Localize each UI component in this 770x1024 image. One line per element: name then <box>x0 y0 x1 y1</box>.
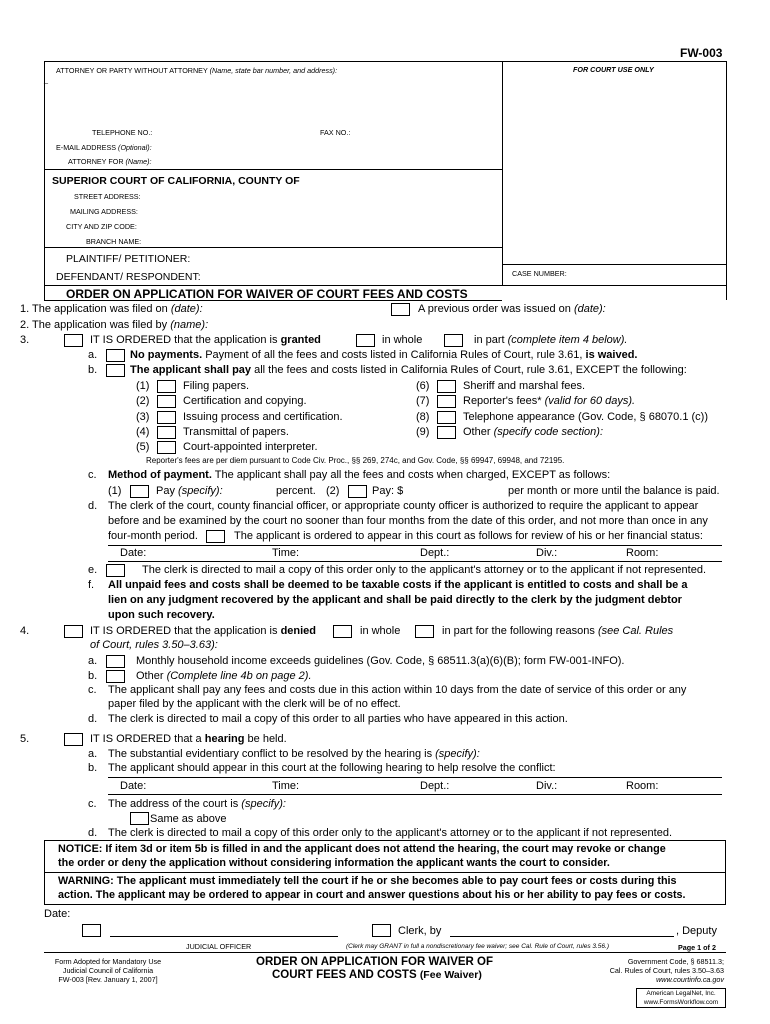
granted-part-checkbox[interactable] <box>444 334 463 347</box>
previous-order-text: A previous order was issued on (date): <box>418 303 606 315</box>
income-checkbox[interactable] <box>106 655 125 668</box>
branch-label: BRANCH NAME: <box>86 237 142 246</box>
hearing-room-label: Room: <box>626 780 659 792</box>
footer-gov-code: Government Code, § 68511.3; <box>627 957 724 966</box>
fee-4-label: Transmittal of papers. <box>183 426 289 438</box>
granted-checkbox[interactable] <box>64 334 83 347</box>
item-5a-text: The substantial evidentiary conflict to be resolved by the hearing is (specify): <box>108 748 480 760</box>
item-3d-line-1: The clerk of the court, county financial officer, or appropriate county officer is authorized to require the applicant to appear <box>108 500 699 512</box>
item-5b-letter: b. <box>88 762 98 774</box>
fee-7-checkbox[interactable] <box>437 395 456 408</box>
item-2-text: 2. The application was filed by (name): <box>20 319 209 331</box>
item-4d-letter: d. <box>88 713 98 725</box>
denied-checkbox[interactable] <box>64 625 83 638</box>
item-3e-text: The clerk is directed to mail a copy of this order only to the applicant's attorney or to the applicant if not represented. <box>142 564 707 576</box>
item-3a-text: No payments. Payment of all the fees and costs listed in California Rules of Court, rule 3.61, is waived. <box>130 349 638 361</box>
item-3f-line-1: All unpaid fees and costs shall be deemed to be taxable costs if the applicant is entitled to costs and shall be a <box>108 579 688 591</box>
fee-5-checkbox[interactable] <box>157 441 176 454</box>
footer-rules: Cal. Rules of Court, rules 3.50–3.63 <box>609 966 724 975</box>
item-3b-letter: b. <box>88 364 98 376</box>
fee-1-number: (1) <box>136 380 150 392</box>
clerk-checkbox[interactable] <box>372 924 391 937</box>
hearing-time-label: Time: <box>272 780 300 792</box>
item-4c-letter: c. <box>88 684 97 696</box>
warning-line-2: action. The applicant may be ordered to appear in court and answer questions about his or her ability to pay fees or costs. <box>58 889 686 901</box>
fee-5-label: Court-appointed interpreter. <box>183 441 318 453</box>
item-4-text: IT IS ORDERED that the application is denied <box>90 625 317 637</box>
bar-mark: _ <box>44 75 48 84</box>
item-3f-letter: f. <box>88 579 95 591</box>
item-3b-text: The applicant shall pay all the fees and costs listed in California Rules of Court, rule 3.61, EXCEPT the following: <box>130 364 687 376</box>
c2-rest: per month or more until the balance is paid. <box>508 485 720 497</box>
fee-8-label: Telephone appearance (Gov. Code, § 68070.1 (c)) <box>463 411 709 423</box>
review-room-label: Room: <box>626 547 659 559</box>
denied-part-checkbox[interactable] <box>415 625 434 638</box>
form-id: FW-003 <box>680 46 723 60</box>
item-1-text: 1. The application was filed on (date): <box>20 303 203 315</box>
fee-3-label: Issuing process and certification. <box>183 411 343 423</box>
granted-part-label: in part (complete item 4 below). <box>474 334 628 346</box>
denied-whole-label: in whole <box>360 625 401 637</box>
city-label: CITY AND ZIP CODE: <box>66 222 137 231</box>
street-label: STREET ADDRESS: <box>74 192 141 201</box>
review-dept-label: Dept.: <box>420 547 450 559</box>
review-checkbox[interactable] <box>206 530 225 543</box>
email-label: E-MAIL ADDRESS (Optional): <box>56 143 152 152</box>
fee-2-number: (2) <box>136 395 150 407</box>
item-4b-letter: b. <box>88 670 98 682</box>
footer-title-1: ORDER ON APPLICATION FOR WAIVER OF <box>256 956 494 968</box>
item-5d-letter: d. <box>88 827 98 839</box>
item-3c-text: Method of payment. The applicant shall pay all the fees and costs when charged, EXCEPT as follows: <box>108 469 611 481</box>
fee-5-number: (5) <box>136 441 150 453</box>
fee-1-checkbox[interactable] <box>157 380 176 393</box>
fee-9-checkbox[interactable] <box>437 426 456 439</box>
no-payments-checkbox[interactable] <box>106 349 125 362</box>
hearing-checkbox[interactable] <box>64 733 83 746</box>
c2-number: (2) <box>326 485 340 497</box>
fee-2-label: Certification and copying. <box>183 395 307 407</box>
clerk-note: (Clerk may GRANT in full a nondiscretionary fee waiver; see Cal. Rule of Court, rules 3.56.) <box>346 943 609 950</box>
item-5c-text: The address of the court is (specify): <box>108 798 286 810</box>
fee-3-checkbox[interactable] <box>157 411 176 424</box>
same-address-checkbox[interactable] <box>130 812 149 825</box>
fee-3-number: (3) <box>136 411 150 423</box>
defendant-label: DEFENDANT/ RESPONDENT: <box>56 271 201 283</box>
footer-title-2: COURT FEES AND COSTS (Fee Waiver) <box>272 969 482 981</box>
item-3-text: IT IS ORDERED that the application is granted <box>90 334 321 346</box>
court-title: SUPERIOR COURT OF CALIFORNIA, COUNTY OF <box>52 175 300 187</box>
fee-6-number: (6) <box>416 380 430 392</box>
deputy-label: , Deputy <box>676 925 717 937</box>
c2-checkbox[interactable] <box>348 485 367 498</box>
fee-8-number: (8) <box>416 411 430 423</box>
court-use-label: FOR COURT USE ONLY <box>573 65 654 74</box>
clerk-label: Clerk, by <box>398 925 442 937</box>
attorney-for-label: ATTORNEY FOR (Name): <box>68 157 152 166</box>
fee-7-number: (7) <box>416 395 430 407</box>
fee-2-checkbox[interactable] <box>157 395 176 408</box>
case-number-label: CASE NUMBER: <box>512 269 567 278</box>
item-3f-line-3: upon such recovery. <box>108 609 215 621</box>
item-4a-text: Monthly household income exceeds guidelines (Gov. Code, § 68511.3(a)(6)(B); form FW-001-INFO). <box>136 655 625 667</box>
item-3c-letter: c. <box>88 469 97 481</box>
granted-whole-label: in whole <box>382 334 423 346</box>
fee-8-checkbox[interactable] <box>437 411 456 424</box>
c2-label: Pay: $ <box>372 485 404 497</box>
hearing-date-label: Date: <box>120 780 147 792</box>
item-4d-text: The clerk is directed to mail a copy of this order to all parties who have appeared in this action. <box>108 713 568 725</box>
review-date-label: Date: <box>120 547 147 559</box>
fee-4-checkbox[interactable] <box>157 426 176 439</box>
denied-part-label: in part for the following reasons (see Cal. Rules <box>442 625 674 637</box>
item-5b-text: The applicant should appear in this court at the following hearing to help resolve the conflict: <box>108 762 556 774</box>
fee-6-label: Sheriff and marshal fees. <box>463 380 586 392</box>
review-div-label: Div.: <box>536 547 558 559</box>
item-3d-line-3: four-month period. <box>108 530 198 542</box>
item-4c-line-1: The applicant shall pay any fees and costs due in this action within 10 days from the date of service of this order or any <box>108 684 687 696</box>
c1-label: Pay (specify): <box>156 485 223 497</box>
item-3e-letter: e. <box>88 564 98 576</box>
mail-order-checkbox[interactable] <box>106 564 125 577</box>
item-4-rules: of Court, rules 3.50–3.63): <box>90 639 218 651</box>
item-5c-letter: c. <box>88 798 97 810</box>
notice-line-1: NOTICE: If item 3d or item 5b is filled in and the applicant does not attend the hearing, the court may revoke or change <box>58 843 666 855</box>
item-3a-letter: a. <box>88 349 98 361</box>
fee-1-label: Filing papers. <box>183 380 250 392</box>
item-3f-line-2: lien on any judgment recovered by the applicant and shall be paid directly to the clerk by the judgment debtor <box>108 594 682 606</box>
signature-date-label: Date: <box>44 908 71 920</box>
applicant-pay-checkbox[interactable] <box>106 364 125 377</box>
denied-whole-checkbox[interactable] <box>333 625 352 638</box>
plaintiff-label: PLAINTIFF/ PETITIONER: <box>66 253 191 265</box>
item-5-text: IT IS ORDERED that a hearing be held. <box>90 733 287 745</box>
fee-4-number: (4) <box>136 426 150 438</box>
brand-name: American LegalNet, Inc. <box>646 990 716 997</box>
item-4c-line-2: paper filed by the applicant with the clerk will be of no effect. <box>108 698 401 710</box>
other-reason-checkbox[interactable] <box>106 670 125 683</box>
item-4b-text: Other (Complete line 4b on page 2). <box>136 670 312 682</box>
fee-9-label: Other (specify code section): <box>463 426 604 438</box>
footer-council: Judicial Council of California <box>62 966 154 975</box>
item-5a-letter: a. <box>88 748 98 760</box>
granted-whole-checkbox[interactable] <box>356 334 375 347</box>
footer-website[interactable]: www.courtinfo.ca.gov <box>656 975 724 984</box>
brand-website[interactable]: www.FormsWorkflow.com <box>643 999 719 1006</box>
fee-9-number: (9) <box>416 426 430 438</box>
fax-label: FAX NO.: <box>320 128 351 137</box>
fee-7-label: Reporter's fees* (valid for 60 days). <box>463 395 636 407</box>
judicial-officer-checkbox[interactable] <box>82 924 101 937</box>
hearing-div-label: Div.: <box>536 780 558 792</box>
fee-6-checkbox[interactable] <box>437 380 456 393</box>
hearing-dept-label: Dept.: <box>420 780 450 792</box>
review-time-label: Time: <box>272 547 300 559</box>
item-3-number: 3. <box>20 334 30 346</box>
item-4a-letter: a. <box>88 655 98 667</box>
telephone-label: TELEPHONE NO.: <box>92 128 153 137</box>
c1-percent: percent. <box>276 485 316 497</box>
c1-checkbox[interactable] <box>130 485 149 498</box>
judicial-officer-label: JUDICIAL OFFICER <box>186 942 252 951</box>
attorney-label: ATTORNEY OR PARTY WITHOUT ATTORNEY (Name, state bar number, and address): <box>56 66 338 75</box>
item-5d-text: The clerk is directed to mail a copy of this order only to the applicant's attorney or to the applicant if not represented. <box>108 827 673 839</box>
footer-form-rev: FW-003 [Rev. January 1, 2007] <box>58 975 158 984</box>
document-title: ORDER ON APPLICATION FOR WAIVER OF COURT FEES AND COSTS <box>66 287 468 301</box>
same-address-label: Same as above <box>150 813 227 825</box>
item-3d-letter: d. <box>88 500 98 512</box>
item-5-number: 5. <box>20 733 30 745</box>
page-number: Page 1 of 2 <box>678 943 716 952</box>
item-4-number: 4. <box>20 625 30 637</box>
warning-line-1: WARNING: The applicant must immediately tell the court if he or she becomes able to pay court fees or costs during this <box>58 875 677 887</box>
c1-number: (1) <box>108 485 122 497</box>
reporter-note: Reporter's fees are per diem pursuant to Code Civ. Proc., §§ 269, 274c, and Gov. Code, §§ 69947, 69948, and 72195. <box>146 456 565 465</box>
item-3d-line-4: The applicant is ordered to appear in this court as follows for review of his or her financial status: <box>234 530 703 542</box>
previous-order-checkbox[interactable] <box>391 303 410 316</box>
footer-adopted: Form Adopted for Mandatory Use <box>54 957 162 966</box>
mailing-label: MAILING ADDRESS: <box>70 207 138 216</box>
item-3d-line-2: before and be examined by the court no sooner than four months from the date of this order, and not more than once in any <box>108 515 708 527</box>
notice-line-2: the order or deny the application without considering information the applicant wants the court to consider. <box>58 857 610 869</box>
